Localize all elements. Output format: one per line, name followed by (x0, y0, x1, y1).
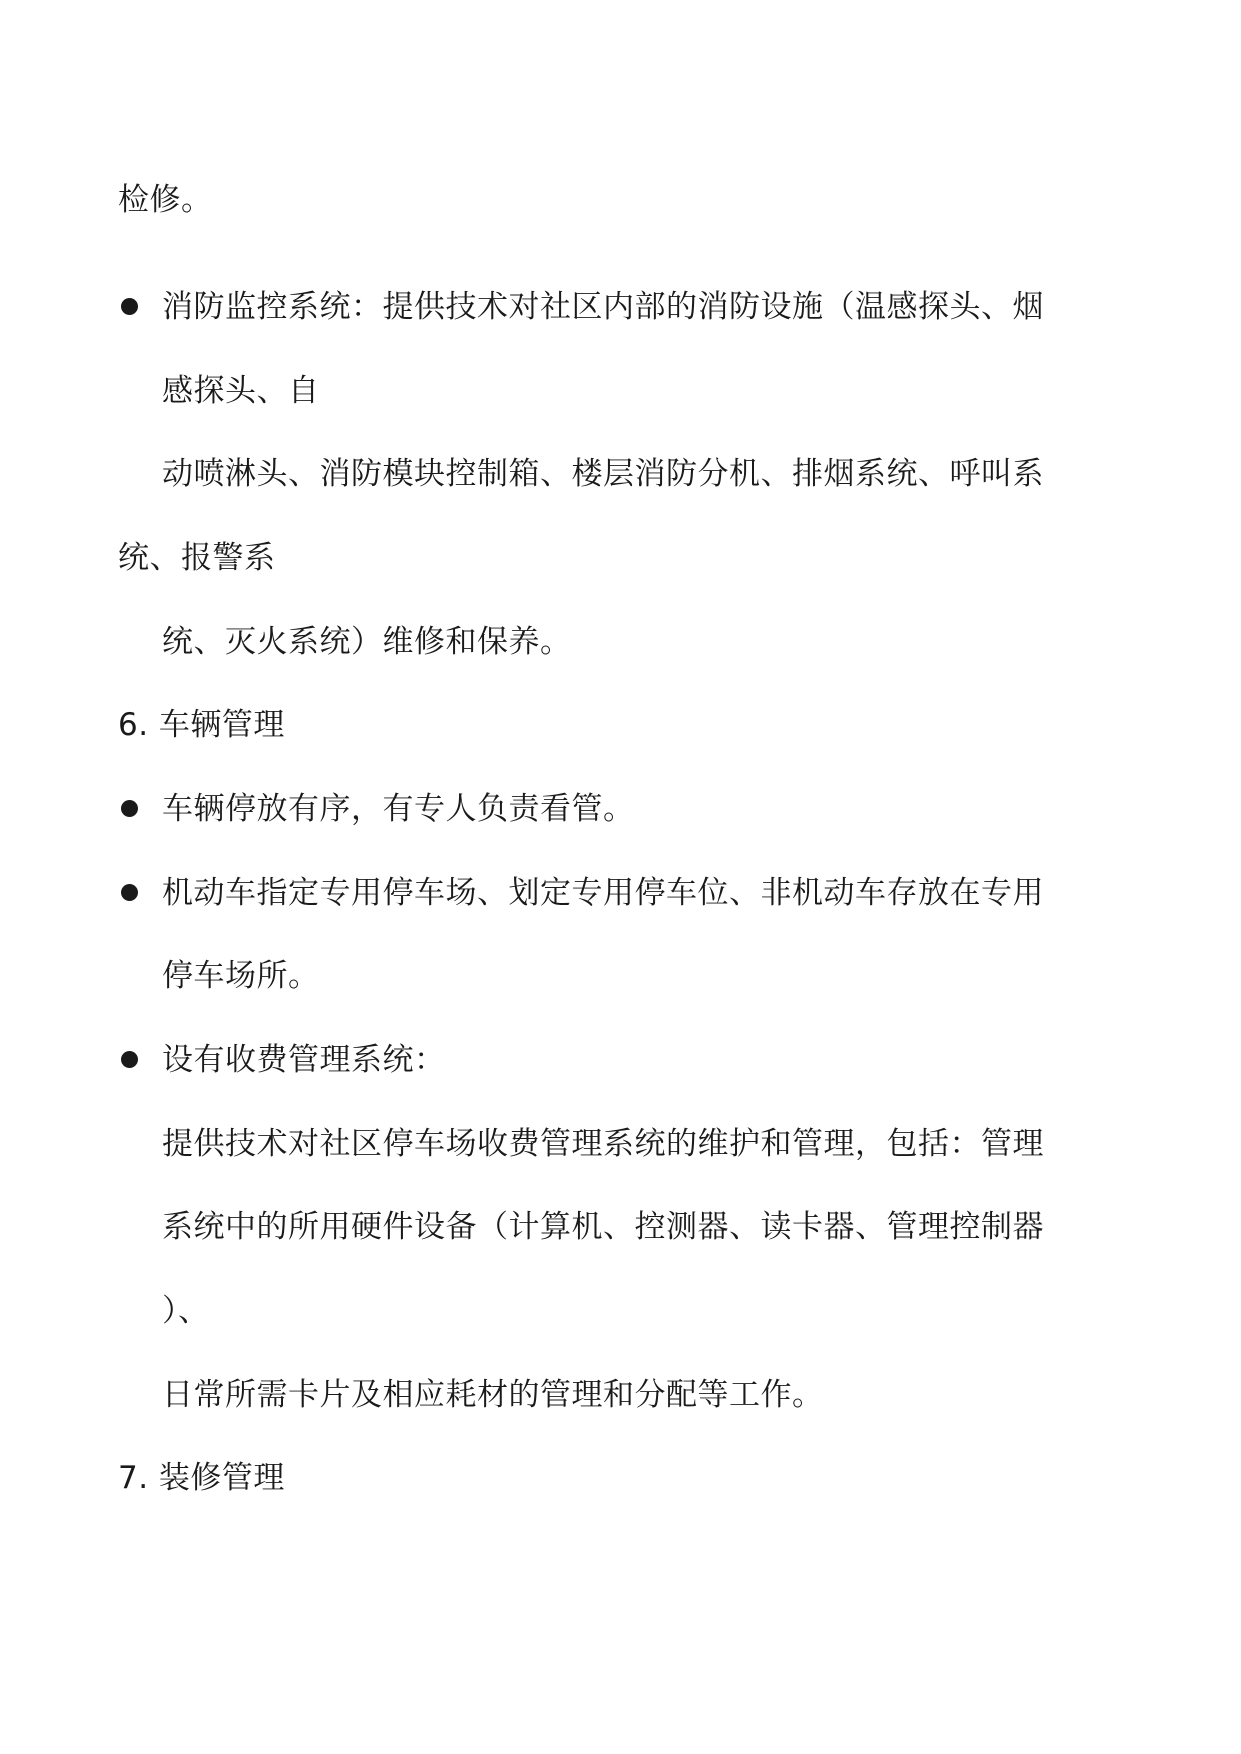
text-line: ）、 (162, 1293, 210, 1329)
bullet-icon (121, 800, 138, 817)
text-line: 车辆停放有序，有专人负责看管。 (162, 791, 635, 827)
section-heading: 6. 车辆管理 (118, 707, 285, 743)
text-line: 机动车指定专用停车场、划定专用停车位、非机动车存放在专用 (162, 875, 1044, 911)
text-line: 统、灭火系统）维修和保养。 (162, 624, 572, 660)
text-line: 提供技术对社区停车场收费管理系统的维护和管理，包括：管理 (162, 1126, 1044, 1162)
text-line: 设有收费管理系统： (162, 1042, 446, 1078)
bullet-icon (121, 1051, 138, 1068)
text-line: 统、报警系 (118, 540, 276, 576)
text-line: 动喷淋头、消防模块控制箱、楼层消防分机、排烟系统、呼叫系 (162, 456, 1044, 492)
text-line: 日常所需卡片及相应耗材的管理和分配等工作。 (162, 1377, 824, 1413)
text-line: 检修。 (118, 182, 213, 218)
text-line: 系统中的所用硬件设备（计算机、控测器、读卡器、管理控制器 (162, 1209, 1044, 1245)
section-heading: 7. 装修管理 (118, 1460, 285, 1496)
bullet-icon (121, 884, 138, 901)
bullet-icon (121, 298, 138, 315)
text-line: 消防监控系统：提供技术对社区内部的消防设施（温感探头、烟 (162, 289, 1044, 325)
text-line: 停车场所。 (162, 958, 320, 994)
text-line: 感探头、自 (162, 373, 320, 409)
